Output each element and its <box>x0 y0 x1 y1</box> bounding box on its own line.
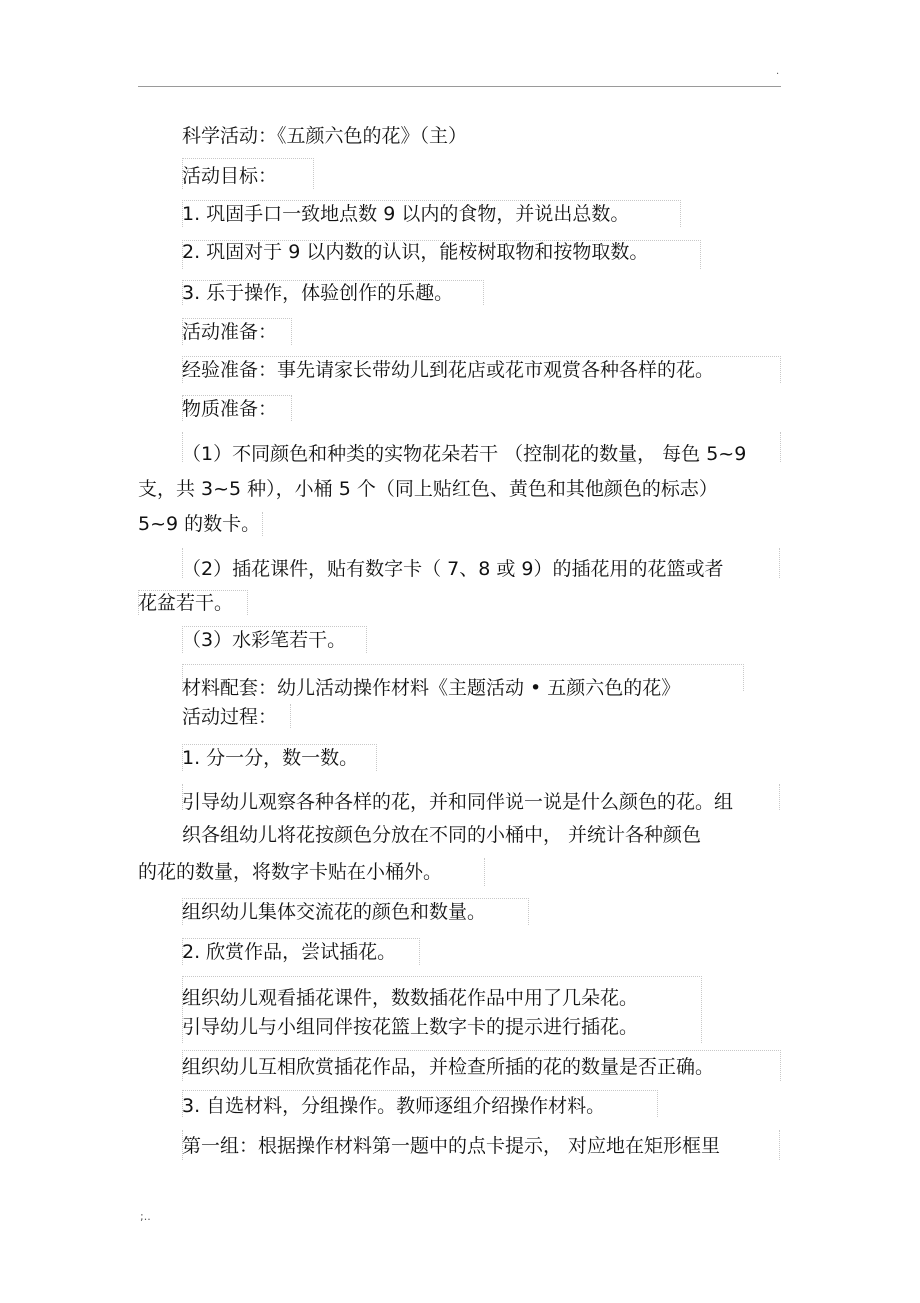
material-item: （1）不同颜色和种类的实物花朵若干 （控制花的数量， 每色 5~9 <box>182 443 747 465</box>
material-item: （3）水彩笔若干。 <box>182 629 347 651</box>
step-heading: 2. 欣赏作品，尝试插花。 <box>182 941 397 963</box>
material-item-continuation: 支，共 3~5 种），小桶 5 个（同上贴红色、黄色和其他颜色的标志） <box>138 478 718 500</box>
goal-item: 2. 巩固对于 9 以内数的认识，能桉树取物和按物取数。 <box>182 241 649 263</box>
header-dot: . <box>776 66 780 77</box>
step-paragraph: 组织幼儿互相欣赏插花作品，并检查所插的花的数量是否正确。 <box>182 1056 715 1078</box>
step-paragraph: 组织幼儿观看插花课件，数数插花作品中用了几朵花。 <box>182 987 639 1009</box>
step-paragraph: 织各组幼儿将花按颜色分放在不同的小桶中， 并统计各种颜色 <box>182 824 702 846</box>
kit-line: 材料配套：幼儿活动操作材料《主题活动 • 五颜六色的花》 <box>182 677 681 699</box>
step-paragraph: 引导幼儿与小组同伴按花篮上数字卡的提示进行插花。 <box>182 1016 639 1038</box>
goals-heading: 活动目标： <box>182 165 278 187</box>
group-paragraph: 第一组：根据操作材料第一题中的点卡提示， 对应地在矩形框里 <box>182 1135 721 1157</box>
step-heading: 1. 分一分，数一数。 <box>182 747 359 769</box>
material-item-continuation: 花盆若干。 <box>138 592 234 614</box>
material-item: （2）插花课件，贴有数字卡（ 7、8 或 9）的插花用的花篮或者 <box>182 558 724 580</box>
frame <box>779 784 780 810</box>
frame <box>290 704 291 728</box>
prep-heading: 活动准备： <box>182 321 278 343</box>
step-paragraph: 引导幼儿观察各种各样的花，并和同伴说一说是什么颜色的花。组 <box>182 791 734 813</box>
goal-item: 3. 乐于操作，体验创作的乐趣。 <box>182 282 454 304</box>
goal-item: 1. 巩固手口一致地点数 9 以内的食物，并说出总数。 <box>182 203 630 225</box>
step-paragraph: 组织幼儿集体交流花的颜色和数量。 <box>182 901 487 923</box>
footer-mark: ;.. <box>140 1210 151 1223</box>
frame <box>779 1130 780 1160</box>
header-rule <box>138 86 781 87</box>
step-heading: 3. 自选材料，分组操作。教师逐组介绍操作材料。 <box>182 1095 606 1117</box>
prep-experience: 经验准备：事先请家长带幼儿到花店或花市观赏各种各样的花。 <box>182 359 715 381</box>
frame <box>262 512 263 536</box>
step-paragraph-continuation: 的花的数量，将数字卡贴在小桶外。 <box>138 861 443 883</box>
prep-material-heading: 物质准备： <box>182 398 278 420</box>
frame <box>484 858 485 886</box>
material-item-continuation: 5~9 的数卡。 <box>138 513 261 535</box>
title: 科学活动：《五颜六色的花》（主） <box>182 125 468 147</box>
process-heading: 活动过程： <box>182 706 278 728</box>
frame <box>780 432 781 462</box>
frame <box>779 548 780 578</box>
